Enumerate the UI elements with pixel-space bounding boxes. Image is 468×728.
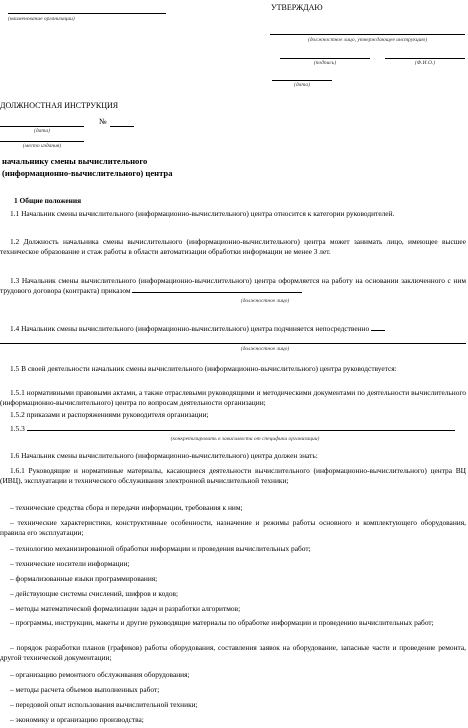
specifics-field[interactable] xyxy=(27,424,455,431)
paragraph-1-6-1: 1.6.1 Руководящие и нормативные материалы, касающиеся деятельности вычислительного (информационно-вычислительного) центра ВЦ (ИВЦ), эксплуатации и технического обслуживания электронной вычислительной техники; xyxy=(0,466,466,486)
doc-number-line[interactable] xyxy=(110,126,134,127)
list-item: – порядок разработки планов (графиков) работы оборудования, составления заявок на оборудование, запасные части и проведение ремонта, другой технической документации; xyxy=(0,643,466,663)
approval-date-caption: (дата) xyxy=(294,82,310,88)
paragraph-1-5-3-caption: (конкретизировать в зависимости от специфики организации) xyxy=(170,436,320,442)
paragraph-1-5-1: 1.5.1 нормативными правовыми актами, а также отраслевыми руководящими и методическими документами по деятельности вычислительного (информационно-вычислительного) центра по вопросам деятельности организации; xyxy=(0,388,466,408)
approver-position-line[interactable] xyxy=(270,34,465,35)
place-line[interactable] xyxy=(0,141,84,142)
fio-line[interactable] xyxy=(385,58,465,59)
list-item: – методы расчета объемов выполненных работ; xyxy=(10,685,160,694)
subject-line-2: (информационно-вычислительного) центра xyxy=(2,168,173,178)
document-title: ДОЛЖНОСТНАЯ ИНСТРУКЦИЯ xyxy=(0,101,119,110)
doc-date-line[interactable] xyxy=(0,126,84,127)
paragraph-1-5-3 xyxy=(0,424,466,434)
list-item: – методы математической формализации задач и разработки алгоритмов; xyxy=(10,604,241,613)
paragraph-1-4 xyxy=(0,324,466,334)
paragraph-1-3-text: 1.3 Начальник смены вычислительного (информационно-вычислительного) центра оформляется на работу на основании заключенного с ним трудового договора (контракта) приказом xyxy=(0,276,466,296)
paragraph-1-4-text: 1.4 Начальник смены вычислительного (информационно-вычислительного) центра подчиняется непосредственно xyxy=(10,324,370,333)
paragraph-1-3 xyxy=(0,276,466,297)
supervisor-field[interactable] xyxy=(371,324,385,331)
paragraph-1-6: 1.6 Начальник смены вычислительного (информационно-вычислительного) центра должен знать: xyxy=(10,451,318,460)
org-name-caption: (наименование организации) xyxy=(8,16,75,22)
list-item: – технические характеристики, конструктивные особенности, назначение и режимы работы основного и комплектующего оборудования, правила его эксплуатации; xyxy=(0,518,466,538)
list-item: – передовой опыт использования вычислительной техники; xyxy=(10,700,198,709)
fio-caption: (Ф.И.О.) xyxy=(414,60,436,66)
paragraph-1-5: 1.5 В своей деятельности начальник смены вычислительного (информационно-вычислительного) центра руководствуется: xyxy=(10,364,397,373)
section-heading: 1 Общие положения xyxy=(14,196,82,205)
supervisor-line[interactable] xyxy=(0,343,466,344)
paragraph-1-5-3-text: 1.5.3 xyxy=(10,424,25,433)
approve-title: УТВЕРЖДАЮ xyxy=(271,3,323,12)
subject-line-1: начальнику смены вычислительного xyxy=(2,156,148,166)
paragraph-1-2: 1.2 Должность начальника смены вычислительного (информационно-вычислительного) центра может занимать лицо, имеющее высшее техническое образование и стаж работы в области автоматизации обработки информации не менее 3 лет. xyxy=(0,237,466,257)
approver-position-caption: (должностное лицо, утверждающее инструкцию) xyxy=(307,37,428,43)
approval-date-line[interactable] xyxy=(272,80,332,81)
list-item: – формализованные языки программирования; xyxy=(10,574,158,583)
org-name-line[interactable] xyxy=(8,13,166,14)
list-item: – действующие системы счислений, шифров и кодов; xyxy=(10,589,179,598)
order-issuer-field[interactable] xyxy=(132,286,302,293)
list-item: – технологию механизированной обработки информации и проведения вычислительных работ; xyxy=(10,544,311,553)
signature-line[interactable] xyxy=(280,58,370,59)
list-item: – технические носители информации; xyxy=(10,559,130,568)
doc-date-caption: (дата) xyxy=(34,128,50,134)
paragraph-1-5-2: 1.5.2 приказами и распоряжениями руководителя организации; xyxy=(10,410,209,419)
paragraph-1-1: 1.1 Начальник смены вычислительного (информационно-вычислительного) центра относится к категории руководителей. xyxy=(10,209,395,218)
list-item: – технические средства сбора и передачи информации, требования к ним; xyxy=(10,503,243,512)
signature-caption: (подпись) xyxy=(313,60,337,66)
paragraph-1-3-caption: (должностное лицо) xyxy=(240,298,290,304)
list-item: – программы, инструкции, макеты и другие руководящие материалы по обработке информации и проведению вычислительных работ; xyxy=(10,618,434,627)
place-caption: (место издания) xyxy=(22,143,62,149)
list-item: – экономику и организацию производства; xyxy=(10,715,144,724)
doc-number-sign: № xyxy=(99,117,107,126)
paragraph-1-4-caption: (должностное лицо) xyxy=(240,346,290,352)
list-item: – организацию ремонтного обслуживания оборудования; xyxy=(10,670,190,679)
